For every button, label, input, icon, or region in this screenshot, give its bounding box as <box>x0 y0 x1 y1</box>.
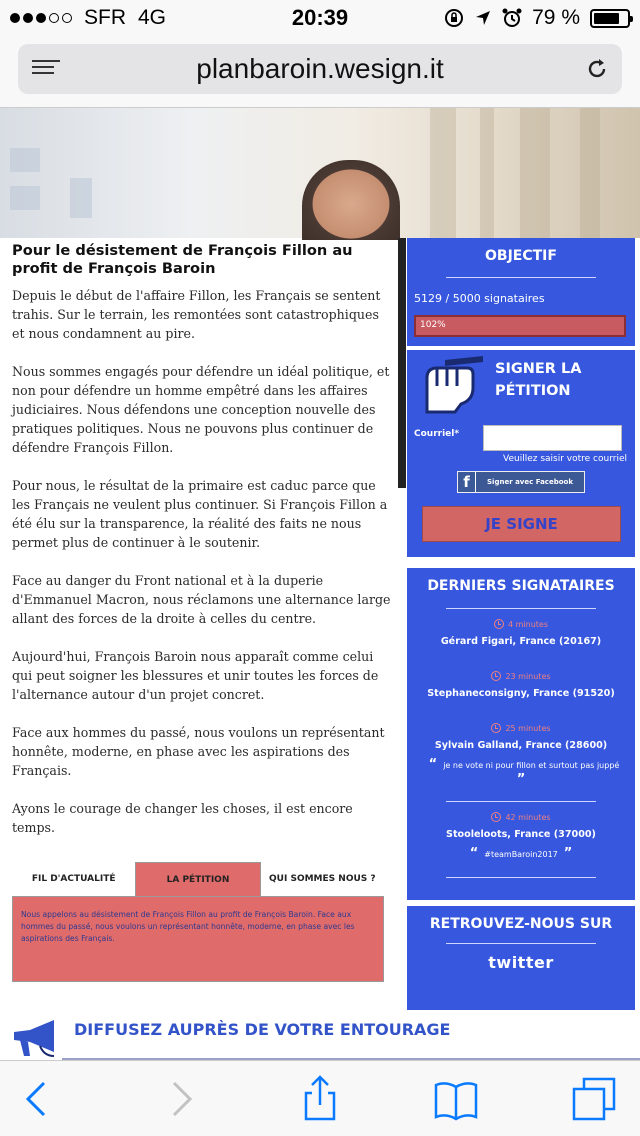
signature-comment-text: je ne vote ni pour fillon et surtout pas juppé <box>443 761 620 770</box>
clock-icon <box>491 812 501 822</box>
divider <box>446 801 596 802</box>
signature-comment: “ je ne vote ni pour fillon et surtout pas juppé ” <box>428 757 620 787</box>
facebook-icon: f <box>458 472 476 492</box>
bookmarks-icon[interactable] <box>432 1075 480 1123</box>
tab-fil-actualite[interactable]: FIL D'ACTUALITÉ <box>31 874 116 884</box>
article <box>12 242 394 856</box>
divider <box>446 943 596 944</box>
signature-time-text: 23 minutes <box>505 671 551 681</box>
objectif-panel <box>407 238 635 346</box>
progress-label: 102% <box>420 320 446 330</box>
facebook-sign-label: Signer avec Facebook <box>487 478 573 486</box>
latest-signatories-panel <box>407 568 635 900</box>
browser-address-area <box>0 36 640 108</box>
signature-count: 5129 / 5000 signataires <box>414 292 545 305</box>
signature-name: Stooleloots, France (37000) <box>446 829 596 840</box>
clock-icon <box>494 619 504 629</box>
alarm-icon <box>502 8 522 28</box>
signature-item <box>407 671 635 699</box>
signature-time <box>407 723 635 733</box>
social-panel <box>407 906 635 1010</box>
clock-time: 20:39 <box>291 5 349 30</box>
address-bar[interactable] <box>18 44 622 94</box>
signature-time <box>407 812 635 822</box>
progress-bar <box>414 315 626 337</box>
battery-percent: 79 % <box>532 6 580 29</box>
content-tabs <box>12 862 384 896</box>
divider <box>446 877 596 878</box>
sign-petition-heading <box>495 358 581 402</box>
latest-signatories-title: DERNIERS SIGNATAIRES <box>427 578 615 594</box>
sign-heading-line2: PÉTITION <box>495 383 571 399</box>
sign-petition-panel <box>407 350 635 557</box>
raised-fist-pen-icon <box>415 354 487 414</box>
back-icon[interactable] <box>14 1075 62 1123</box>
url-text[interactable]: planbaroin.wesign.it <box>196 53 444 84</box>
rotation-lock-icon <box>444 8 464 28</box>
signature-item <box>407 619 635 647</box>
battery-level <box>594 13 619 24</box>
network-label: 4G <box>138 6 167 29</box>
article-paragraph: Aujourd'hui, François Baroin nous apparaît comme celui qui peut soigner les blessures et unir toutes les forces de l'alternance autour d'un projet concret. <box>12 649 379 702</box>
portrait-suit <box>398 238 406 488</box>
carrier-label: SFR <box>84 6 126 29</box>
article-paragraph: Pour nous, le résultat de la primaire est caduc parce que les Français ne veulent plus continuer. Si François Fillon a été élu sur la transparence, la réalité des faits ne nous permet plus de continuer à le soutenir. <box>12 478 388 550</box>
article-paragraph: Ayons le courage de changer les choses, il est encore temps. <box>12 801 353 835</box>
signature-name: Sylvain Galland, France (28600) <box>434 740 608 751</box>
share-title: DIFFUSEZ AUPRÈS DE VOTRE ENTOURAGE <box>74 1020 451 1039</box>
forward-icon[interactable] <box>156 1075 204 1123</box>
browser-toolbar <box>0 1060 640 1136</box>
facebook-sign-button[interactable] <box>457 471 585 493</box>
article-paragraph: Face aux hommes du passé, nous voulons un représentant honnête, moderne, en phase avec les aspirations des Français. <box>12 725 385 778</box>
status-bar <box>0 0 640 36</box>
signature-name: Gérard Figari, France (20167) <box>440 636 602 647</box>
twitter-link[interactable]: twitter <box>488 953 554 972</box>
divider <box>446 277 596 278</box>
signature-comment: “ #teamBaroin2017 ” <box>469 846 573 861</box>
divider <box>446 608 596 609</box>
clock-icon <box>491 671 501 681</box>
tab-la-petition[interactable]: LA PÉTITION <box>135 862 260 896</box>
article-paragraph: Depuis le début de l'affaire Fillon, les Français se sentent trahis. Sur le terrain, les remontées sont catastrophiques et nous condamnent au pire. <box>12 288 381 341</box>
article-paragraph: Nous sommes engagés pour défendre un idéal politique, et non pour défendre un homme empêtré dans les affaires judiciaires. Nous défendons une conception nouvelle des pratiques politiques. Nous ne pouvons plus continuer de défendre François Fillon. <box>12 364 390 455</box>
tab-panel-petition: Nous appelons au désistement de François Fillon au profit de François Baroin. Face aux hommes du passé, nous voulons un représentant honnête, moderne, en phase avec les aspirations des Français. <box>12 896 384 982</box>
status-right <box>444 6 630 30</box>
location-arrow-icon <box>474 9 492 27</box>
share-icon[interactable] <box>296 1075 344 1123</box>
megaphone-icon <box>10 1016 62 1060</box>
signature-item <box>407 812 635 878</box>
tabs-icon[interactable] <box>570 1075 618 1123</box>
signature-time-text: 25 minutes <box>505 723 551 733</box>
email-hint: Veuillez saisir votre courriel <box>503 454 627 464</box>
email-label: Courriel* <box>414 429 460 439</box>
article-paragraph: Face au danger du Front national et à la duperie d'Emmanuel Macron, nous réclamons une alternance large allant des forces de la droite à celles du centre. <box>12 573 391 626</box>
signature-time-text: 4 minutes <box>507 619 548 629</box>
signature-item <box>407 723 635 802</box>
sign-heading-line1: SIGNER LA <box>495 361 582 377</box>
signature-time <box>407 619 635 629</box>
email-field[interactable] <box>483 425 622 451</box>
social-title: RETROUVEZ-NOUS SUR <box>429 916 613 932</box>
signature-name: Stephaneconsigny, France (91520) <box>427 688 615 699</box>
signature-time <box>407 671 635 681</box>
submit-sign-button[interactable]: JE SIGNE <box>422 506 621 542</box>
clock-icon <box>491 723 501 733</box>
objectif-title: OBJECTIF <box>485 248 557 264</box>
tab-qui-sommes-nous[interactable]: QUI SOMMES NOUS ? <box>269 874 376 884</box>
share-section <box>10 1014 640 1060</box>
article-title: Pour le désistement de François Fillon au profit de François Baroin <box>12 242 353 277</box>
signature-comment-text: #teamBaroin2017 <box>484 850 558 859</box>
battery-icon <box>590 9 630 28</box>
portrait-photo <box>302 160 400 240</box>
signature-time-text: 42 minutes <box>505 812 551 822</box>
reload-icon[interactable] <box>584 56 610 82</box>
